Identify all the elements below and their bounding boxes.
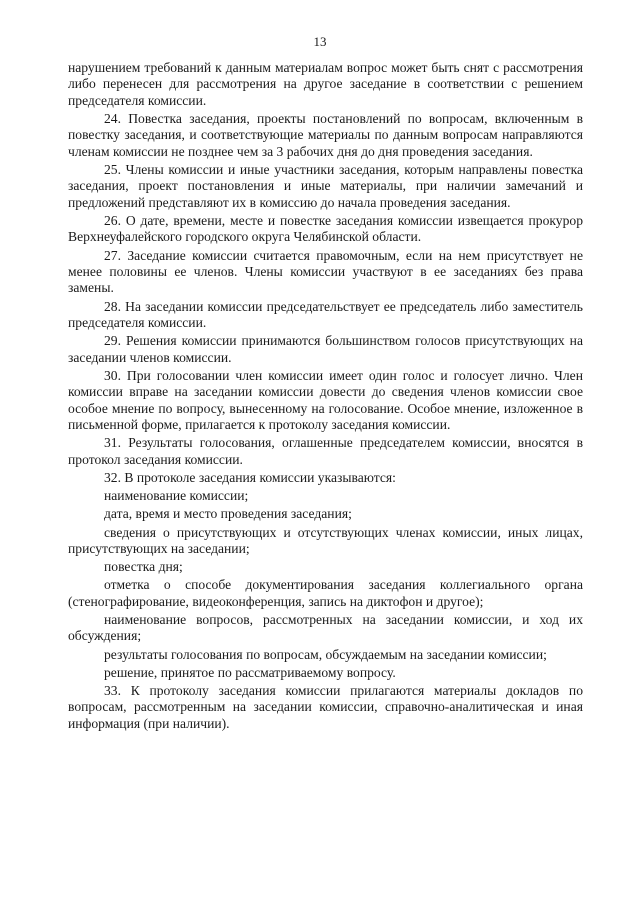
- paragraph-27: 27. Заседание комиссии считается правомочным, если на нем присутствует не менее половины ее членов. Члены комиссии участвуют в ее заседаниях без права замены.: [68, 247, 583, 296]
- paragraph-33: 33. К протоколу заседания комиссии прилагаются материалы докладов по вопросам, рассмотренным на заседании комиссии, справочно-аналитическая и иная информация (при наличии).: [68, 682, 583, 731]
- paragraph-continuation: нарушением требований к данным материалам вопрос может быть снят с рассмотрения либо перенесен для рассмотрения на другое заседание в соответствии с решением председателя комиссии.: [68, 60, 583, 108]
- list-item: решение, принятое по рассматриваемому вопросу.: [104, 664, 396, 680]
- list-item: отметка о способе документирования заседания коллегиального органа (стенографирование, видеоконференция, запись на диктофон и другое);: [68, 577, 583, 609]
- list-item: дата, время и место проведения заседания;: [104, 506, 352, 522]
- paragraph-32: 32. В протоколе заседания комиссии указываются:: [104, 469, 396, 485]
- list-item: результаты голосования по вопросам, обсуждаемым на заседании комиссии;: [104, 646, 547, 662]
- paragraph-25: 25. Члены комиссии и иные участники заседания, которым направлены повестка заседания, проект постановления и иные материалы, при наличии замечаний и предложений представляют их в комиссию до начала проведения заседания.: [68, 162, 583, 210]
- paragraph-30: 30. При голосовании член комиссии имеет один голос и голосует лично. Член комиссии вправе на заседании комиссии довести до сведения членов комиссии свое особое мнение по вопросу, вынесенному на голосование. Особое мнение, изложенное в письменной форме, прилагается к протоколу заседания комиссии.: [68, 367, 583, 433]
- list-item: наименование комиссии;: [104, 488, 249, 504]
- paragraph-26: 26. О дате, времени, месте и повестке заседания комиссии извещается прокурор Верхнеуфалейского городского округа Челябинской области.: [68, 213, 583, 245]
- document-body: [68, 60, 583, 734]
- paragraph-31: 31. Результаты голосования, оглашенные председателем комиссии, вносятся в протокол заседания комиссии.: [68, 435, 583, 467]
- page-number: 13: [313, 34, 327, 49]
- paragraph-29: 29. Решения комиссии принимаются большинством голосов присутствующих на заседании членов комиссии.: [68, 333, 583, 365]
- paragraph-24: 24. Повестка заседания, проекты постановлений по вопросам, включенным в повестку заседания, и соответствующие материалы по данным вопросам направляются членам комиссии не позднее чем за 3 рабочих дня до дня проведения заседания.: [68, 111, 583, 159]
- list-item: сведения о присутствующих и отсутствующих членах комиссии, иных лицах, присутствующих на заседании;: [68, 524, 583, 556]
- list-item: повестка дня;: [104, 559, 183, 575]
- list-item: наименование вопросов, рассмотренных на заседании комиссии, и ход их обсуждения;: [68, 611, 583, 644]
- paragraph-28: 28. На заседании комиссии председательствует ее председатель либо заместитель председателя комиссии.: [68, 298, 583, 331]
